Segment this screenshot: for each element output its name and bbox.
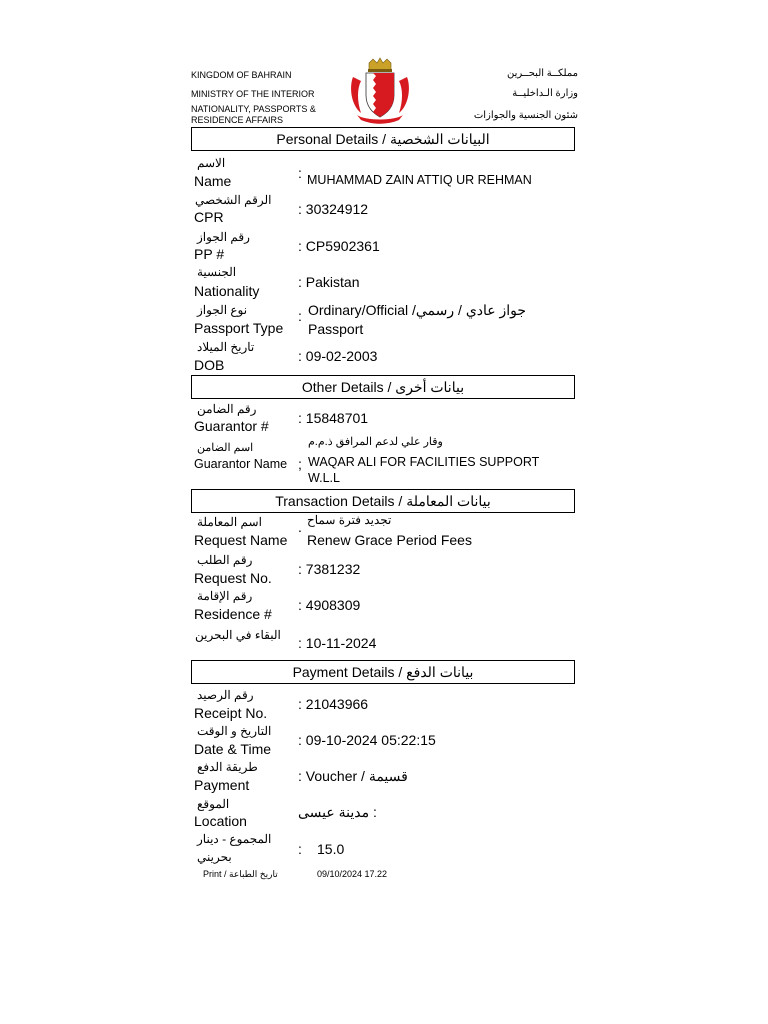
payment-label: Payment [194,777,250,793]
total-label-ar-line2: بحريني [197,850,232,864]
datetime-label: Date & Time [194,741,272,757]
guarantor-no-label-ar: رقم الضامن [197,402,257,416]
request-no-label-ar: رقم الطلب [197,553,253,567]
guarantor-name-colon: ; [298,456,302,472]
kingdom-title-ar: مملكــة البحــرين [506,68,578,79]
location-value-row: مدينة عيسى : [298,804,377,820]
request-name-value-ar: تجديد فترة سماح [307,513,392,527]
passport-type-value-line2: Passport [308,321,364,337]
guarantor-name-value-line2: W.L.L [308,471,340,485]
passport-type-label-ar: نوع الجواز [197,303,248,317]
payment-label-ar: طريقة الدفع [197,760,258,774]
dob-label: DOB [194,357,225,373]
print-date: 09/10/2024 17.22 [317,869,388,879]
payment-value-row: : Voucher / قسيمة [298,768,408,784]
total-colon: : [298,841,302,857]
request-name-colon: . [298,519,302,535]
dob-label-ar: تاريخ الميلاد [197,340,255,354]
name-value: MUHAMMAD ZAIN ATTIQ UR REHMAN [307,173,532,187]
nationality-label: Nationality [194,283,260,299]
payment-value: Voucher / قسيمة [305,768,408,784]
residence-label-ar: رقم الإقامة [197,589,253,603]
datetime-value-row: : 09-10-2024 05:22:15 [298,732,436,748]
request-name-label-ar: اسم المعاملة [197,515,262,529]
name-colon: : [298,165,302,181]
cpr-value-row: : 30324912 [298,201,369,217]
cpr-label: CPR [194,209,224,225]
guarantor-no-label: Guarantor # [194,418,269,434]
stay-value-row: : 10-11-2024 [298,635,377,651]
nationality-value-row: : Pakistan [298,274,360,290]
location-label: Location [194,813,247,829]
passport-type-label: Passport Type [194,320,284,336]
receipt-label-ar: رقم الرصيد [197,688,254,702]
passport-type-value: Ordinary/Official /جواز عادي / رسمي [308,302,527,318]
residence-label: Residence # [194,606,272,622]
receipt-value: 21043966 [305,696,369,712]
nationality-label-ar: الجنسية [197,265,237,279]
guarantor-name-value: WAQAR ALI FOR FACILITIES SUPPORT [308,455,540,469]
pp-value-row: : CP5902361 [298,238,380,254]
dob-value-row: : 09-02-2003 [298,348,378,364]
location-value: مدينة عيسى [298,804,370,820]
ministry-title-ar: وزارة الـداخليــة [512,88,578,99]
guarantor-name-label-ar: اسم الضامن [197,442,254,454]
guarantor-name-value-ar: وقار علي لدعم المرافق ذ.م.م [308,436,443,448]
request-no-value: 7381232 [305,561,361,577]
receipt-value-row: : 21043966 [298,696,369,712]
other-details-header: Other Details / بيانات أخرى [191,375,575,399]
stay-in-bahrain-label-ar: البقاء في البحرين [195,628,281,642]
transaction-details-header: Transaction Details / بيانات المعاملة [191,489,575,513]
residence-value: 4908309 [305,597,361,613]
department-title-ar: شئون الجنسية والجوازات [473,110,578,121]
print-label: Print / تاريخ الطباعة [203,869,278,879]
pp-label: PP # [194,246,225,262]
receipt-label: Receipt No. [194,705,268,721]
request-name-label: Request Name [194,532,288,548]
guarantor-no-value-row: : 15848701 [298,410,369,426]
kingdom-title-en: KINGDOM OF BAHRAIN [191,70,292,80]
total-label-ar: المجموع - دينار [197,832,272,846]
dob-value: 09-02-2003 [305,348,378,364]
residence-value-row: : 4908309 [298,597,361,613]
guarantor-no-value: 15848701 [305,410,369,426]
pp-label-ar: رقم الجواز [197,230,250,244]
payment-details-header: Payment Details / بيانات الدفع [191,660,575,684]
pp-value: CP5902361 [305,238,380,254]
passport-type-colon: : [298,308,302,324]
nationality-value: Pakistan [305,274,360,290]
name-label-ar: الاسم [197,156,226,170]
cpr-value: 30324912 [305,201,369,217]
location-label-ar: الموقع [197,797,230,811]
request-name-value: Renew Grace Period Fees [307,532,472,548]
cpr-label-ar: الرقم الشخصي [195,193,272,207]
guarantor-name-label: Guarantor Name [194,457,288,471]
bahrain-emblem-icon [347,57,413,127]
datetime-label-ar: التاريخ و الوقت [197,724,272,738]
personal-details-header: Personal Details / البيانات الشخصية [191,127,575,151]
ministry-title-en: MINISTRY OF THE INTERIOR [191,89,315,99]
datetime-value: 09-10-2024 05:22:15 [305,732,436,748]
total-value: 15.0 [317,841,345,857]
stay-value: 10-11-2024 [305,635,377,651]
department-title-en-line1: NATIONALITY, PASSPORTS & [191,104,316,114]
request-no-label: Request No. [194,570,272,586]
name-label: Name [194,173,232,189]
request-no-value-row: : 7381232 [298,561,361,577]
department-title-en-line2: RESIDENCE AFFAIRS [191,115,284,125]
